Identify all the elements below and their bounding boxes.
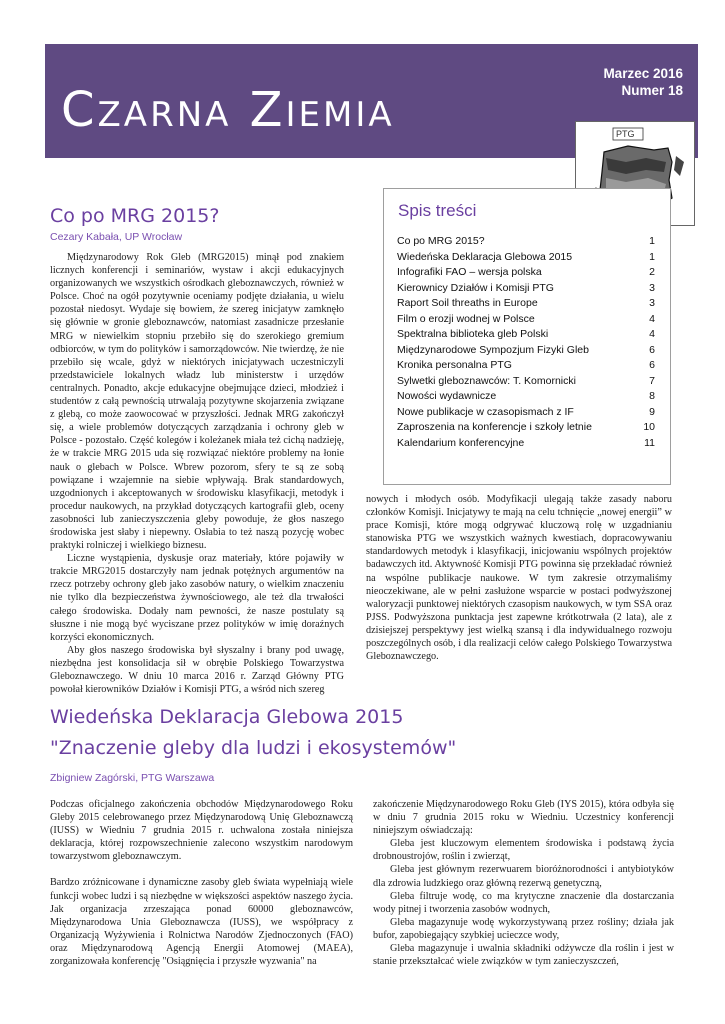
toc-entry[interactable] xyxy=(397,374,655,390)
toc-entry[interactable] xyxy=(397,312,655,328)
toc-entry-page: 1 xyxy=(649,250,655,263)
toc-entry-page: 4 xyxy=(649,328,655,340)
toc-entry[interactable] xyxy=(397,420,655,436)
article2-right-column xyxy=(373,798,674,968)
toc-entry-title: Nowe publikacje w czasopismach z IF xyxy=(397,405,574,418)
toc-entry-title: Kalendarium konferencyjne xyxy=(397,436,525,449)
article1-left-column xyxy=(50,251,344,696)
toc-entry-page: 6 xyxy=(649,343,655,356)
toc-entry[interactable] xyxy=(397,436,655,452)
article1-title: Co po MRG 2015? xyxy=(50,205,220,227)
toc-entry-title: Film o erozji wodnej w Polsce xyxy=(397,312,535,325)
toc-entry-page: 2 xyxy=(649,266,655,278)
toc-entry-page: 10 xyxy=(643,421,655,433)
toc-entry-title: Nowości wydawnicze xyxy=(397,390,497,402)
toc-entry-title: Międzynarodowe Sympozjum Fizyki Gleb xyxy=(397,343,589,356)
issue-month: Marzec 2016 xyxy=(603,66,683,81)
toc-entry[interactable] xyxy=(397,281,655,297)
article2-title: Wiedeńska Deklaracja Glebowa 2015 xyxy=(50,706,404,728)
ptg-logo-text: PTG xyxy=(616,129,635,139)
toc-entry[interactable] xyxy=(397,343,655,359)
toc-entry[interactable] xyxy=(397,389,655,405)
article1-right-column xyxy=(366,493,672,663)
article2-paragraph: Gleba magazynuje i uwalnia składniki odżywcze dla roślin i jest w stanie przekształcać wiele związków w tym zanieczyszczeń, xyxy=(373,943,674,968)
article2-paragraph: Gleba jest głównym rezerwuarem bioróżnorodności i antybiotyków dla zdrowia ludzkiego oraz główną rezerwą genetyczną, xyxy=(373,864,674,889)
article2-subtitle: "Znaczenie gleby dla ludzi i ekosystemów" xyxy=(50,737,457,759)
toc-entry-title: Raport Soil threaths in Europe xyxy=(397,297,538,309)
article2-paragraph: Gleba jest kluczowym elementem środowiska i podstawą życia drobnoustrojów, roślin i zwierząt, xyxy=(373,838,674,863)
article1-paragraph: Międzynarodowy Rok Gleb (MRG2015) minął pod znakiem licznych konferencji i seminariów, wystaw i akcji edukacyjnych organizowanych we wszystkich ośrodkach gleboznawczych, również w Polsce. Choć na ogół pozytywnie oceniamy podjęte działania, u wielu pozostał niedosyt. Wydaje się bowiem, że szereg inicjatyw zamknęło się głównie w gronie gleboznawców, natomiast zasadnicze przesłanie MRG w niewielkim stopniu przebiło się do szerokiego gremium odbiorców, w tym do polityków i samorządowców. Nie twierdzę, że nie przebiło się wcale, gdyż w niektórych inicjatywach uczestniczyli przedstawiciele lokalnych władz lub ministerstw i urzędów centralnych. Ponadto, akcje edukacyjne obejmujące dzieci, młodzież i studentów z całą pewnością utrwalają pozytywne skojarzenia związane z glebą, co może zaowocować w przyszłości. Jednak MRG zakończył się, a wiele problemów dotyczących zarządzania i ochrony gleb w Polsce - pozostało. Część kolegów i koleżanek miała też cichą nadzieję, że w trakcie MRG 2015 uda się rozwiązać niektóre problemy na łonie nauk o glebach w Polsce. Wbrew pozorom, sfery te są ze sobą powiązane i wzajemnie na siebie wpływają. Brak standardowych, uzgodnionych i akceptowanych w środowisku klasyfikacji, metodyk i procedur naukowych, na przykład dotyczących kartografii gleb, oceny zasobności lub zanieczyszczenia gleby powoduje, że głos naszego środowiska jest słaby i niepewny. Osłabia to też naszą pozycję wobec praktyki rolniczej i wielkiego biznesu. xyxy=(50,252,344,552)
toc-entry-title: Wiedeńska Deklaracja Glebowa 2015 xyxy=(397,250,573,263)
article1-paragraph: nowych i młodych osób. Modyfikacji ulegają także zasady naboru członków Komisji. Inicjatywy te mają na celu tchnięcie „nowej energii” w prace Komisji, które mogą odgrywać kluczową rolę w uzgadnianiu stanowiska PTG we wszystkich ważnych kwestiach, dopracowywaniu standardowych metodyk i klasyfikacji, inicjowaniu wspólnych projektów badawczych itd. Aktywność Komisji PTG powinna się przekładać również na wspólne publikacje naukowe. W tym zakresie otrzymaliśmy nieoczekiwane, ale w pełni zasłużone wsparcie w postaci podwyższonej waloryzacji punktowej niektórych czasopism naukowych, w tym SSA oraz PJSS. Podwyższona punktacja jest zapewne krótkotrwała (2 lata), ale z dzisiejszej perspektywy jest wielką szansą i dla indywidualnego rozwoju poszczególnych osób, i dla realizacji celów całego Polskiego Towarzystwa Gleboznawczego. xyxy=(366,494,672,663)
table-of-contents xyxy=(383,188,671,485)
toc-entry-page: 6 xyxy=(649,359,655,371)
article2-paragraph: Gleba magazynuje wodę wykorzystywaną przez rośliny; działa jak bufor, zapobiegający szybkiej ucieczce wody, xyxy=(373,916,674,941)
toc-entry[interactable] xyxy=(397,250,655,266)
toc-entry-page: 7 xyxy=(649,374,655,387)
article2-paragraph: zakończenie Międzynarodowego Roku Gleb (IYS 2015), która odbyła się w dniu 7 grudnia 2015 roku w Wiedniu. Uczestnicy konferencji niniejszym oświadczają: xyxy=(373,799,674,837)
article2-paragraph: Podczas oficjalnego zakończenia obchodów Międzynarodowego Roku Gleby 2015 celebrowanego przez Międzynarodową Unię Gleboznawczą (IUSS) w Wiedniu 7 grudnia 2015 r. uchwalona została niniejsza deklaracja, której rozpowszechnienie zalecono wszystkim narodowym towarzystwom gleboznawczym. xyxy=(50,799,353,863)
article1-author: Cezary Kabała, UP Wrocław xyxy=(50,231,183,243)
newsletter-title xyxy=(61,82,395,138)
toc-entry-page: 3 xyxy=(649,281,655,294)
toc-list xyxy=(397,234,655,451)
toc-entry-page: 4 xyxy=(649,312,655,325)
toc-entry-title: Sylwetki gleboznawców: T. Komornicki xyxy=(397,374,576,387)
toc-entry-page: 9 xyxy=(649,405,655,418)
toc-heading: Spis treści xyxy=(398,201,477,220)
article2-paragraph: Gleba filtruje wodę, co ma krytyczne znaczenie dla dostarczania wody pitnej i tworzenia zasobów wodnych, xyxy=(373,890,674,915)
toc-entry-title: Spektralna biblioteka gleb Polski xyxy=(397,328,549,340)
toc-entry[interactable] xyxy=(397,358,655,374)
toc-entry[interactable] xyxy=(397,296,655,312)
toc-entry-page: 1 xyxy=(649,235,655,247)
toc-entry-title: Kronika personalna PTG xyxy=(397,359,512,371)
issue-info xyxy=(603,65,683,99)
toc-entry-page: 8 xyxy=(649,390,655,402)
toc-entry-title: Kierownicy Działów i Komisji PTG xyxy=(397,281,554,294)
issue-number: Numer 18 xyxy=(621,83,683,98)
toc-entry[interactable] xyxy=(397,234,655,250)
toc-entry-title: Infografiki FAO – wersja polska xyxy=(397,266,542,278)
toc-entry-title: Zaproszenia na konferencje i szkoły letnie xyxy=(397,421,592,433)
article1-paragraph: Liczne wystąpienia, dyskusje oraz materiały, które pojawiły w trakcie MRG2015 dostarczyły nam jednak potężnych argumentów na rzecz potrzeby ochrony gleb jako zasobów natury, o wielkim znaczeniu nie tylko dla bezpieczeństwa żywnościowego, ale też dla trwałości całego środowiska. Dodały nam pewności, że nasze postulaty są słuszne i nie mogą być wyciszane przez polityków w imię doraźnych korzyści ekonomicznych. xyxy=(50,553,344,643)
newsletter-title-text: Czarna Ziemia xyxy=(61,82,395,138)
toc-entry-title: Co po MRG 2015? xyxy=(397,235,485,247)
article2-author: Zbigniew Zagórski, PTG Warszawa xyxy=(50,772,215,784)
toc-entry[interactable] xyxy=(397,327,655,343)
toc-entry-page: 11 xyxy=(644,436,655,449)
toc-entry[interactable] xyxy=(397,405,655,421)
article2-left-column xyxy=(50,798,353,968)
toc-entry-page: 3 xyxy=(649,297,655,309)
article1-paragraph: Aby głos naszego środowiska był słyszalny i brany pod uwagę, niezbędna jest konsolidacja sił w obrębie Polskiego Towarzystwa Gleboznawczego. W dniu 10 marca 2016 r. Zarząd Główny PTG powołał kierowników Działów i Komisji PTG, a wśród nich szereg xyxy=(50,644,344,696)
toc-entry[interactable] xyxy=(397,265,655,281)
article2-paragraph: Bardzo zróżnicowane i dynamiczne zasoby gleb świata wypełniają wiele funkcji wobec ludzi i są niezbędne w większości aspektów naszego życia. Jak organizacja zrzeszająca ponad 60000 gleboznawców, Międzynarodowa Unia Gleboznawcza (IUSS), we współpracy z Organizacją Wyżywienia i Rolnictwa Narodów Zjednoczonych (FAO) oraz Międzynarodową Agencją Energii Atomowej (MAEA), zorganizowała konferencję "Osiągnięcia i przyszłe wyzwania" na xyxy=(50,877,353,968)
